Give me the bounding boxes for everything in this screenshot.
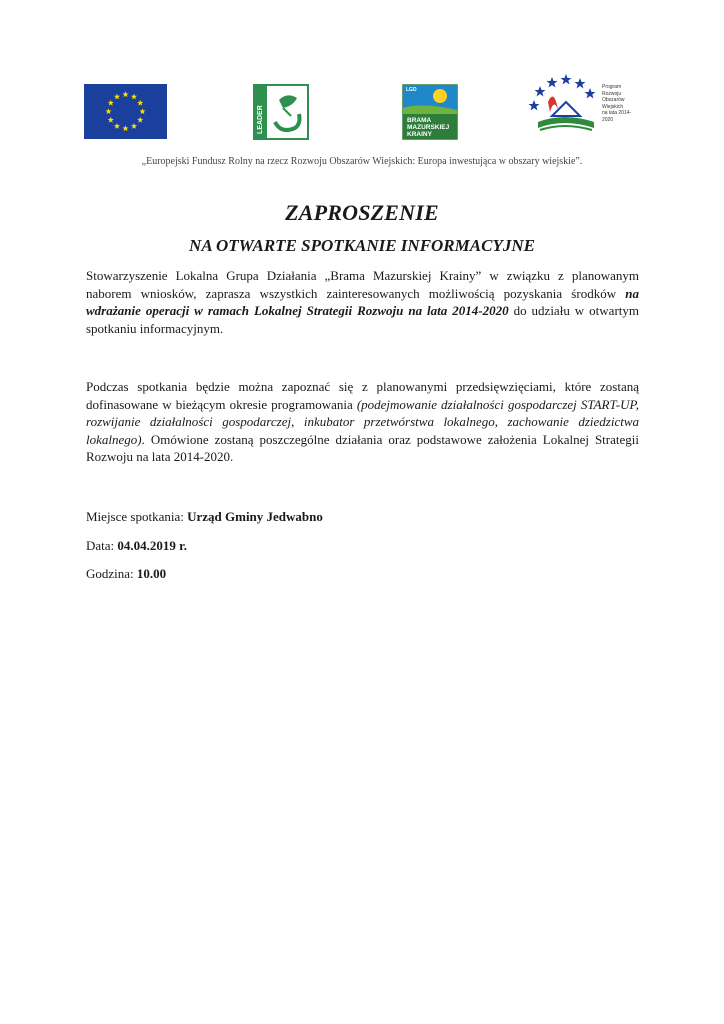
meeting-place (86, 509, 323, 525)
prow-text-block (602, 84, 638, 124)
paragraph-details (86, 378, 639, 466)
meeting-date-label: Data: (86, 538, 118, 553)
lgd-line1: BRAMA (407, 117, 432, 124)
meeting-place-value: Urząd Gminy Jedwabno (187, 509, 323, 524)
lgd-tag: LGD (406, 87, 417, 93)
prow-logo (528, 72, 638, 138)
meeting-date-value: 04.04.2019 r. (117, 538, 187, 553)
meeting-time-value: 10.00 (136, 566, 167, 581)
prow-line-2: Rozwoju (602, 90, 622, 97)
prow-emblem-icon (528, 72, 600, 138)
paragraph1-text-3: do udziału w otwartym spotkaniu informacyjnym. (86, 303, 639, 336)
lgd-logo (402, 84, 458, 140)
logo-bar (0, 72, 724, 142)
paragraph2-text-1: Podczas spotkania będzie można zapoznać się z planowanymi przedsięwzięciami, które zostaną dofinasowane w bieżącym okresie programowania (86, 379, 639, 412)
eu-stars-icon (84, 84, 167, 139)
lgd-line3: KRAINY (407, 131, 432, 138)
meeting-date (86, 538, 187, 554)
document-title: ZAPROSZENIE (285, 200, 439, 225)
leader-logo (253, 84, 309, 140)
document-subtitle: NA OTWARTE SPOTKANIE INFORMACYJNE (189, 236, 535, 255)
leader-logo-text: LEADER (257, 105, 264, 134)
prow-line-1: Program (602, 84, 622, 90)
prow-line-4: Wiejskich (602, 103, 624, 110)
meeting-place-label: Miejsce spotkania: (86, 509, 188, 524)
prow-years: na lata 2014-2020 (602, 110, 632, 123)
eafrd-motto: „Europejski Fundusz Rolny na rzecz Rozwoju Obszarów Wiejskich: Europa inwestująca w obszary wiejskie”. (141, 156, 583, 167)
meeting-time-label: Godzina: (86, 566, 137, 581)
paragraph-invitation (86, 267, 639, 337)
paragraph1-text-1: Stowarzyszenie Lokalna Grupa Działania „Brama Mazurskiej Krainy” w związku z planowanym naborem wniosków, zaprasza wszystkich zainteresowanych możliwością pozyskania środków (86, 268, 639, 301)
paragraph1-emphasis: na wdrażanie operacji w ramach Lokalnej Strategii Rozwoju na lata 2014-2020 (86, 285, 639, 319)
prow-line-3: Obszarów (602, 97, 625, 104)
meeting-time (86, 566, 166, 582)
lgd-line2: MAZURSKIEJ (407, 124, 450, 131)
paragraph2-italic: (podejmowanie działalności gospodarczej START-UP, rozwijanie działalności gospodarczej, inkubator przetwórstwa lokalnego, zachowanie dziedzictwa lokalnego) (86, 396, 639, 447)
eu-flag-logo (84, 84, 167, 139)
paragraph2-text-3: . Omówione zostaną poszczególne działania oraz podstawowe założenia Lokalnej Strategii Rozwoju na lata 2014-2020. (86, 431, 639, 465)
